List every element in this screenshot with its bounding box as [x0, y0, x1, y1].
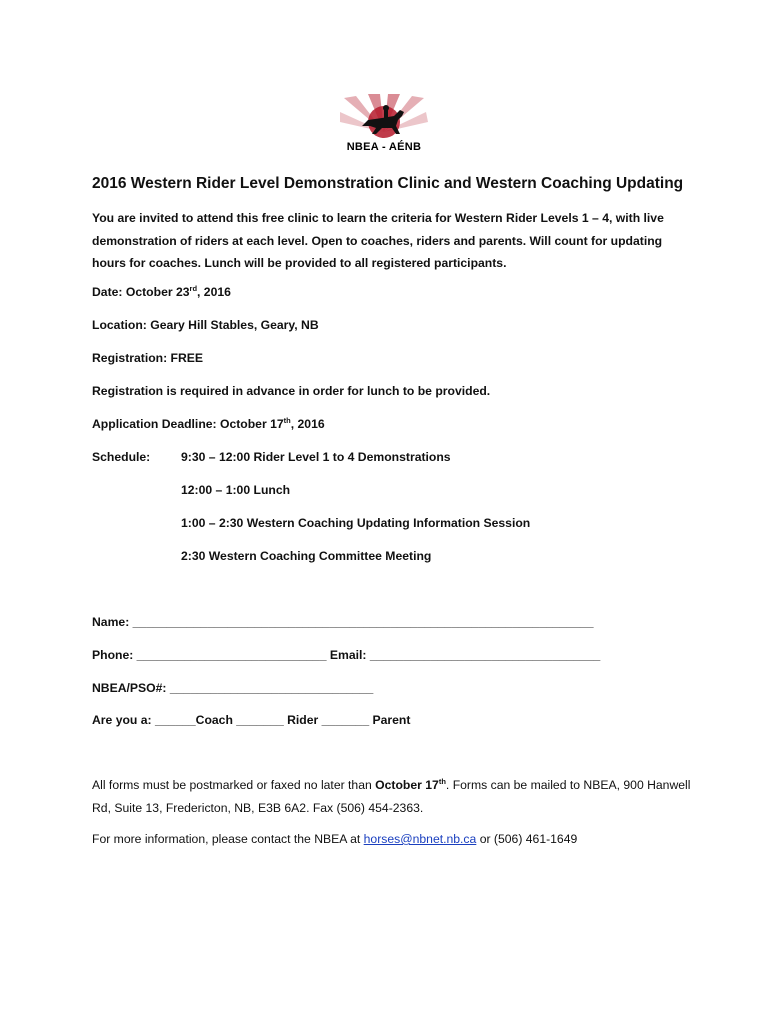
registration-note: Registration is required in advance in order for lunch to be provided. — [92, 384, 491, 398]
mail-sup: th — [438, 776, 446, 786]
document-title: 2016 Western Rider Level Demonstration Clinic and Western Coaching Updating — [92, 175, 684, 192]
contact-email-link[interactable]: horses@nbnet.nb.ca — [363, 832, 477, 846]
schedule-label: Schedule: — [92, 450, 151, 464]
name-field[interactable]: Name: ____________________________________________________________________ — [92, 615, 594, 629]
mailing-instructions — [92, 774, 692, 819]
contact-prefix: For more information, please contact the NBEA at — [92, 832, 364, 846]
deadline-sup: th — [283, 415, 291, 425]
mail-suffix: . Forms can be mailed to NBEA, 900 Hanwell Rd, Suite 13, Fredericton, NB, E3B 6A2. Fax (506) 454-2363. — [92, 778, 691, 815]
date-sup: rd — [189, 283, 198, 293]
application-deadline — [92, 417, 325, 431]
contact-info — [92, 828, 692, 851]
date-text: Date: October 23 — [92, 285, 190, 299]
deadline-text: Application Deadline: October 17 — [92, 417, 284, 431]
registration-fee: Registration: FREE — [92, 351, 204, 365]
schedule-item: 2:30 Western Coaching Committee Meeting — [181, 549, 432, 563]
schedule-item: 9:30 – 12:00 Rider Level 1 to 4 Demonstrations — [181, 450, 451, 464]
schedule-item: 1:00 – 2:30 Western Coaching Updating Information Session — [181, 516, 531, 530]
event-location: Location: Geary Hill Stables, Geary, NB — [92, 318, 319, 332]
phone-email-field[interactable]: Phone: ____________________________ Email: __________________________________ — [92, 648, 601, 662]
contact-phone: or (506) 461-1649 — [476, 832, 578, 846]
mail-prefix: All forms must be postmarked or faxed no later than — [92, 778, 376, 792]
event-date — [92, 285, 231, 299]
logo-text: NBEA - AÉNB — [346, 141, 422, 153]
date-year: , 2016 — [197, 285, 231, 299]
schedule-item: 12:00 – 1:00 Lunch — [181, 483, 291, 497]
nbea-pso-field[interactable]: NBEA/PSO#: ______________________________ — [92, 681, 374, 695]
intro-paragraph: You are invited to attend this free clinic to learn the criteria for Western Rider Levels 1 – 4, with live demonstration of riders at each level. Open to coaches, riders and parents. Will count for updating hours for coaches. Lunch will be provided to all registered participants. — [92, 211, 664, 270]
mail-deadline: October 17 — [375, 778, 439, 792]
role-field[interactable]: Are you a: ______Coach _______ Rider _______ Parent — [92, 713, 411, 727]
deadline-year: , 2016 — [290, 417, 325, 431]
